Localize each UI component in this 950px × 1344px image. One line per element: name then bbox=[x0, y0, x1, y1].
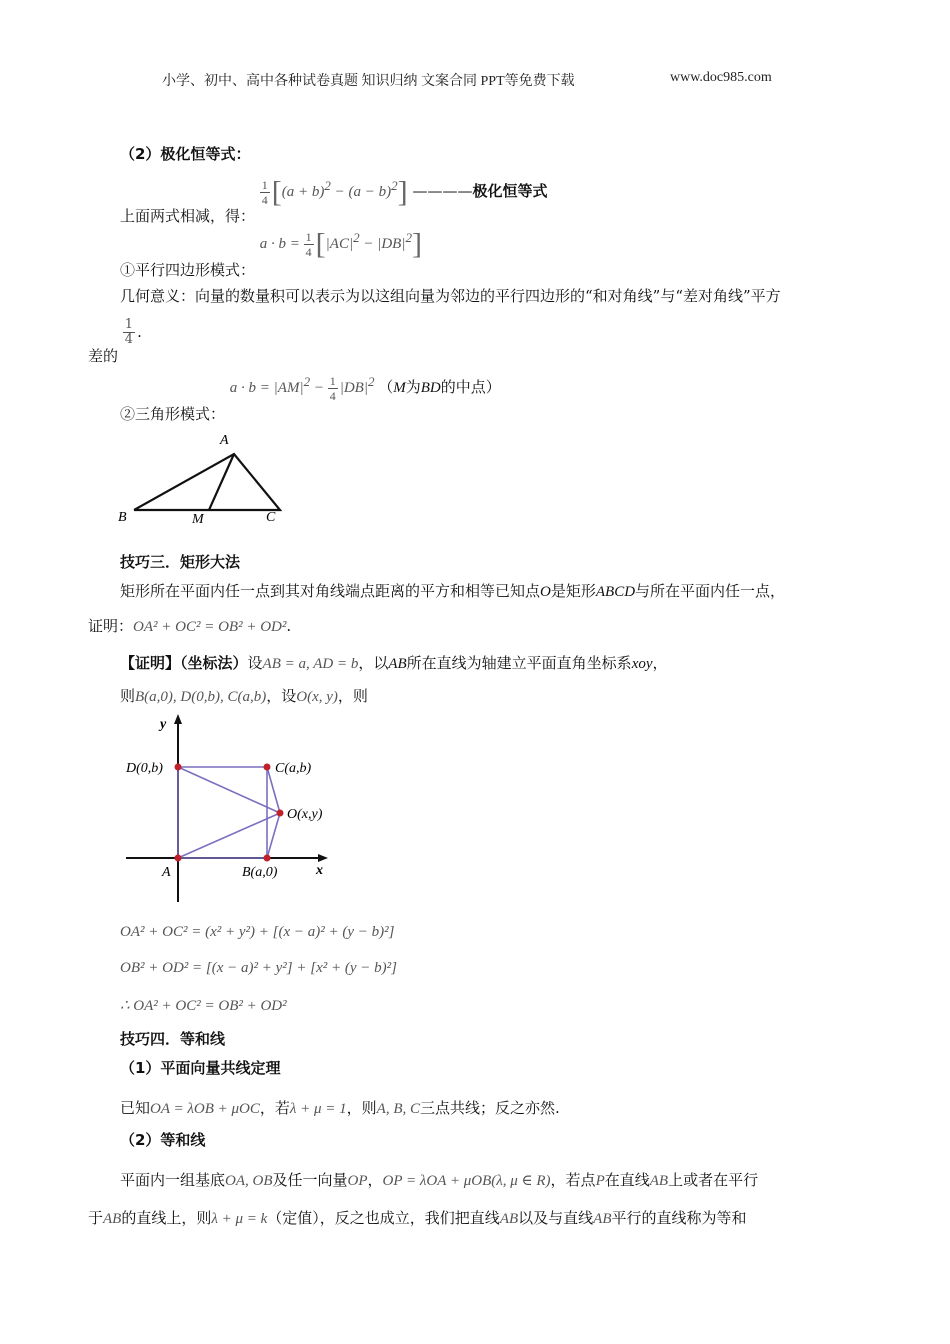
label-m: M bbox=[192, 512, 204, 527]
tip3-prove-line: 证明：OA² + OC² = OB² + OD². bbox=[88, 617, 292, 635]
equation-3: ∴ OA² + OC² = OB² + OD² bbox=[120, 998, 287, 1014]
segment-ao bbox=[178, 813, 280, 858]
segment-bo bbox=[267, 813, 280, 858]
point-b bbox=[264, 855, 271, 862]
label-d: D(0,b) bbox=[126, 761, 163, 776]
proof-line: 【证明】（坐标法）设AB = a, AD = b，以AB所在直线为轴建立平面直角坐标系xoy， bbox=[120, 654, 668, 672]
label-b-coord: B(a,0) bbox=[242, 865, 278, 880]
tip3-line1: 矩形所在平面内任一点到其对角线端点距离的平方和相等已知点O是矩形ABCD与所在平面内任一点， bbox=[120, 582, 786, 600]
isoline-line1: 平面内一组基底OA, OB及任一向量OP，OP = λOA + μOB(λ, μ ∈ R)，若点P在直线AB上或者在平行 bbox=[120, 1171, 759, 1189]
tip3-title: 技巧三．矩形大法 bbox=[120, 553, 241, 571]
geo-meaning-line1: 几何意义：向量的数量积可以表示为以这组向量为邻边的平行四边形的“和对角线”与“差对角线”平方 bbox=[120, 287, 781, 305]
rectangle-abcd bbox=[178, 767, 267, 858]
geo-meaning-line2: 差的 $\frac{1}{4}$ . bbox=[88, 317, 142, 365]
segment-do bbox=[178, 767, 280, 813]
y-axis-arrow-icon bbox=[174, 714, 182, 724]
isoline-line2: 于AB的直线上，则λ + μ = k（定值），反之也成立，我们把直线AB以及与直线AB平行的直线称为等和 bbox=[88, 1209, 747, 1227]
label-x: x bbox=[316, 863, 323, 878]
triangle-figure bbox=[110, 428, 300, 528]
collinear-line: 已知OA = λOB + μOC，若λ + μ = 1，则A, B, C三点共线；反之亦然. bbox=[120, 1099, 560, 1117]
label-c-coord: C(a,b) bbox=[275, 761, 312, 776]
label-a: A bbox=[220, 433, 229, 448]
triangle-sides bbox=[134, 454, 280, 510]
tip4-title: 技巧四．等和线 bbox=[120, 1030, 226, 1048]
label-a-coord: A bbox=[162, 865, 171, 880]
x-axis-arrow-icon bbox=[318, 854, 328, 862]
point-d bbox=[175, 764, 182, 771]
label-b: B bbox=[118, 510, 127, 525]
then-line: 则B(a,0), D(0,b), C(a,b)，设O(x, y)，则 bbox=[120, 687, 368, 705]
header-url[interactable]: www.doc985.com bbox=[670, 70, 772, 85]
parallelogram-line: ①平行四边形模式： a · b = $\frac{1}{4}$ $[|AC|^2 - |DB|^2]$ bbox=[120, 227, 422, 279]
equation-1: OA² + OC² = (x² + y²) + [(x − a)² + (y − b)²] bbox=[120, 924, 395, 940]
section-title-polarization: （2）极化恒等式： bbox=[120, 145, 251, 163]
subtract-line: 上面两式相减，得： $\frac{1}{4}$ $[(a + b)^2 - (a - b)^2]$ ————极化恒等式 bbox=[120, 175, 548, 225]
point-a bbox=[175, 855, 182, 862]
label-c: C bbox=[266, 510, 276, 525]
tip4-sub2: （2）等和线 bbox=[120, 1131, 206, 1149]
point-c bbox=[264, 764, 271, 771]
median-am bbox=[209, 454, 234, 510]
tip4-sub1: （1）平面向量共线定理 bbox=[120, 1059, 281, 1077]
triangle-mode-line: ②三角形模式： $a \cdot b = |AM|^2$ − $\frac{1}{4}$ $|DB|^2$ （M为BD的中点） bbox=[120, 374, 501, 423]
header-text: 小学、初中、高中各种试卷真题 知识归纳 文案合同 PPT等免费下载 bbox=[162, 74, 575, 89]
equation-2: OB² + OD² = [(x − a)² + y²] + [x² + (y − b)²] bbox=[120, 960, 397, 976]
point-o bbox=[277, 810, 284, 817]
rectangle-coordinate-figure bbox=[120, 712, 350, 912]
label-y: y bbox=[160, 717, 167, 732]
label-o: O(x,y) bbox=[287, 807, 323, 822]
